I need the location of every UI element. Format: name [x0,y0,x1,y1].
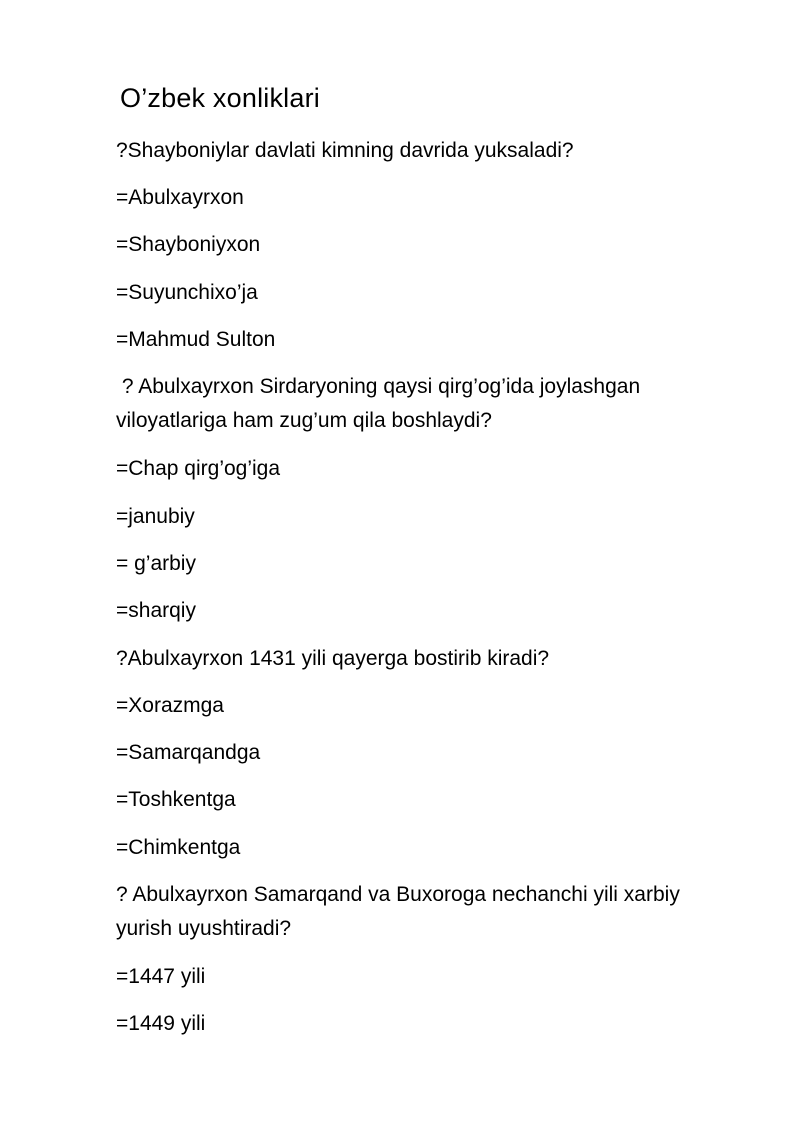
answer-line: =1449 yili [116,1012,206,1035]
answer-line: =Xorazmga [116,694,224,717]
question-line: ? Abulxayrxon Samarqand va Buxoroga nechanchi yili xarbiy [116,883,680,906]
answer-line: = g’arbiy [116,552,196,575]
answer-line: =Shayboniyxon [116,233,261,256]
answer-line: =Chap qirg’og’iga [116,457,281,480]
answer-line: =1447 yili [116,965,206,988]
question-line: ?Abulxayrxon 1431 yili qayerga bostirib kiradi? [116,647,550,670]
answer-line: =Abulxayrxon [116,186,244,209]
answer-line: =Toshkentga [116,788,236,811]
answer-line: =Chimkentga [116,836,241,859]
question-line-continued: viloyatlariga ham zug’um qila boshlaydi? [116,409,492,432]
answer-line: =sharqiy [116,599,196,622]
document-title: O’zbek xonliklari [120,83,320,113]
answer-line: =Mahmud Sulton [116,328,276,351]
question-line: ?Shayboniylar davlati kimning davrida yuksaladi? [116,139,574,162]
answer-line: =Samarqandga [116,741,261,764]
answer-line: =Suyunchixo’ja [116,281,258,304]
question-line: ? Abulxayrxon Sirdaryoning qaysi qirg’og’ida joylashgan [116,375,641,398]
question-line-continued: yurish uyushtiradi? [116,917,292,940]
answer-line: =janubiy [116,505,195,528]
